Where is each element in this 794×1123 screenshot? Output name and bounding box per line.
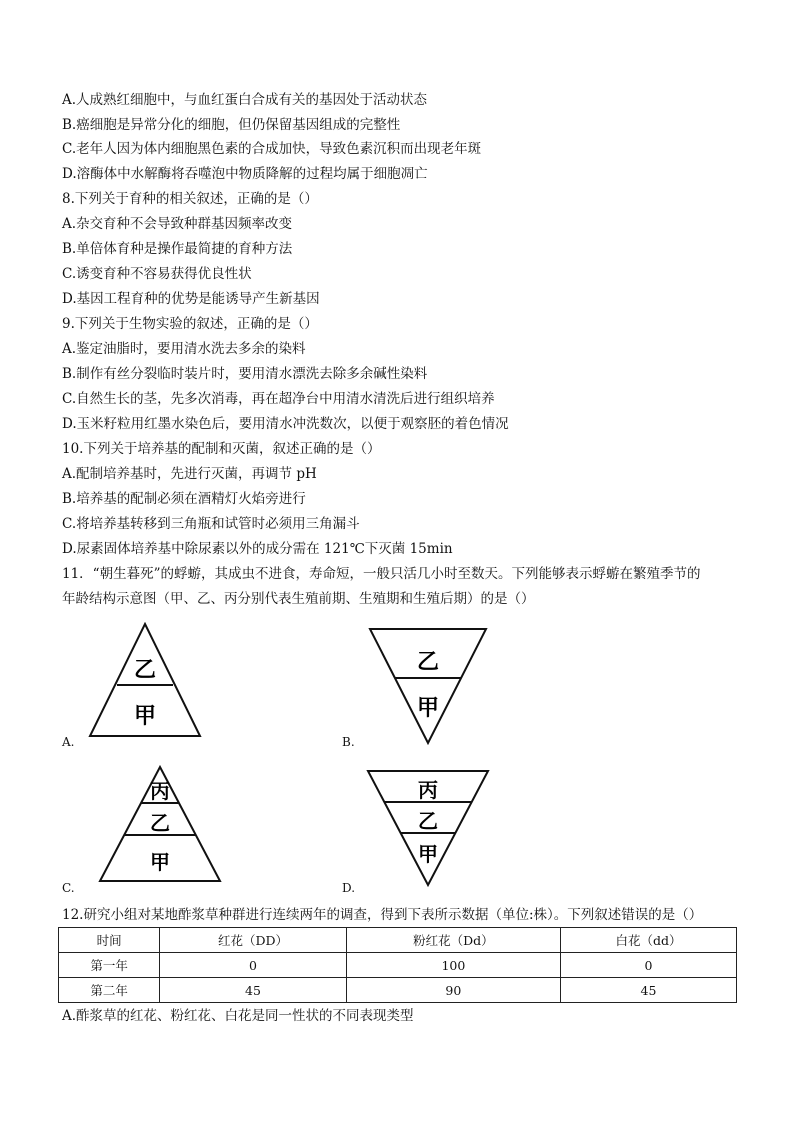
q7-option-d: D.溶酶体中水解酶将吞噬泡中物质降解的过程均属于细胞凋亡 [62,166,428,182]
q10-option-a: A.配制培养基时，先进行灭菌，再调节 pH [62,466,317,482]
q8-option-b: B.单倍体育种是操作最简捷的育种方法 [62,241,293,257]
option-c-label[interactable]: C. [62,881,75,895]
q9-option-d: D.玉米籽粒用红墨水染色后，要用清水冲洗数次，以便于观察胚的着色情况 [62,416,509,432]
table-header-cell: 粉红花（Dd） [346,928,560,953]
q12-stem: 12.研究小组对某地酢浆草种群进行连续两年的调查，得到下表所示数据（单位:株）。下列叙述错误的是（） [62,907,703,923]
q12-data-table [58,927,737,1003]
q10-option-c: C.将培养基转移到三角瓶和试管时必须用三角漏斗 [62,516,360,532]
table-cell: 90 [346,978,560,1003]
table-cell: 45 [560,978,736,1003]
q10-stem: 10.下列关于培养基的配制和灭菌，叙述正确的是（） [62,441,381,457]
pyramid-d[interactable] [366,769,490,887]
table-header-cell: 时间 [59,928,160,953]
q9-option-c: C.自然生长的茎，先多次消毒，再在超净台中用清水清洗后进行组织培养 [62,391,495,407]
q12-option-a: A.酢浆草的红花、粉红花、白花是同一性状的不同表现类型 [62,1008,414,1024]
table-header-cell: 红花（DD） [160,928,347,953]
pyramid-c[interactable] [98,765,222,883]
pyramid-a-level-1: 乙 [133,658,157,683]
q9-option-a: A.鉴定油脂时，要用清水洗去多余的染料 [62,341,306,357]
q7-option-c: C.老年人因为体内细胞黑色素的合成加快，导致色素沉积而出现老年斑 [62,141,482,157]
table-cell: 0 [160,953,347,978]
q8-option-d: D.基因工程育种的优势是能诱导产生新基因 [62,291,320,307]
q11-stem-line1: 11．“朝生暮死”的蜉蝣，其成虫不进食，寿命短，一般只活几小时至数天。下列能够表示蜉蝣在繁殖季节的 [62,566,701,582]
table-cell: 第一年 [59,953,160,978]
option-a-label[interactable]: A. [62,735,75,749]
q8-stem: 8.下列关于育种的相关叙述，正确的是（） [62,191,318,207]
pyramid-c-level-2: 乙 [150,811,170,835]
pyramid-b[interactable] [368,627,488,745]
pyramid-b-level-2: 甲 [416,696,440,721]
table-header-row [59,928,737,953]
table-cell: 0 [560,953,736,978]
pyramid-d-level-2: 乙 [418,809,438,833]
table-row [59,978,737,1003]
pyramid-a[interactable] [88,622,202,738]
q10-option-b: B.培养基的配制必须在酒精灯火焰旁进行 [62,491,306,507]
table-cell: 100 [346,953,560,978]
q11-stem-line2: 年龄结构示意图（甲、乙、丙分别代表生殖前期、生殖期和生殖后期）的是（） [62,591,535,607]
pyramid-d-level-1: 丙 [418,778,438,802]
q8-option-a: A.杂交育种不会导致种群基因频率改变 [62,216,293,232]
table-cell: 第二年 [59,978,160,1003]
pyramid-a-level-2: 甲 [133,704,157,729]
table-row [59,953,737,978]
pyramid-d-level-3: 甲 [418,842,438,866]
option-b-label[interactable]: B. [342,735,355,749]
q7-option-a: A.人成熟红细胞中，与血红蛋白合成有关的基因处于活动状态 [62,92,428,108]
q7-option-b: B.癌细胞是异常分化的细胞，但仍保留基因组成的完整性 [62,117,401,133]
option-d-label[interactable]: D. [342,881,356,895]
table-cell: 45 [160,978,347,1003]
q9-option-b: B.制作有丝分裂临时装片时，要用清水漂洗去除多余碱性染料 [62,366,428,382]
pyramid-b-level-1: 乙 [416,650,440,675]
q8-option-c: C.诱变育种不容易获得优良性状 [62,266,252,282]
pyramid-c-level-1: 丙 [150,779,170,803]
q9-stem: 9.下列关于生物实验的叙述，正确的是（） [62,316,318,332]
q10-option-d: D.尿素固体培养基中除尿素以外的成分需在 121℃下灭菌 15min [62,541,453,557]
pyramid-c-level-3: 甲 [150,850,170,874]
table-header-cell: 白花（dd） [560,928,736,953]
